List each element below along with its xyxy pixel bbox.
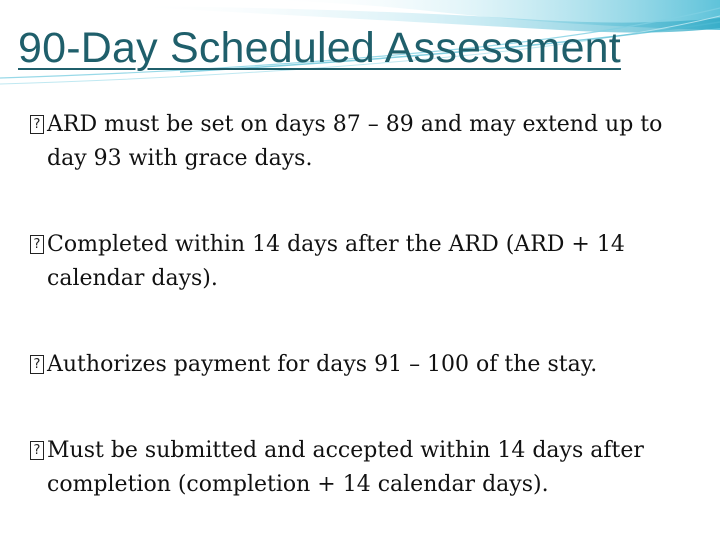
bullet-item (30, 434, 690, 502)
bullet-glyph-icon: ? (30, 235, 44, 254)
bullet-item (30, 108, 690, 176)
bullet-text: Must be submitted and accepted within 14 days after completion (completion + 14 calendar days). (47, 438, 644, 497)
bullet-text: Completed within 14 days after the ARD (ARD + 14 calendar days). (47, 232, 625, 291)
bullet-glyph-icon: ? (30, 441, 44, 460)
bullet-item (30, 228, 690, 296)
bullet-text: Authorizes payment for days 91 – 100 of the stay. (47, 352, 598, 377)
slide-title: 90-Day Scheduled Assessment (18, 24, 621, 72)
bullet-glyph-icon: ? (30, 115, 44, 134)
bullet-text: ARD must be set on days 87 – 89 and may extend up to day 93 with grace days. (47, 112, 663, 171)
bullet-glyph-icon: ? (30, 355, 44, 374)
bullet-item (30, 348, 690, 382)
bullet-list (30, 108, 690, 540)
